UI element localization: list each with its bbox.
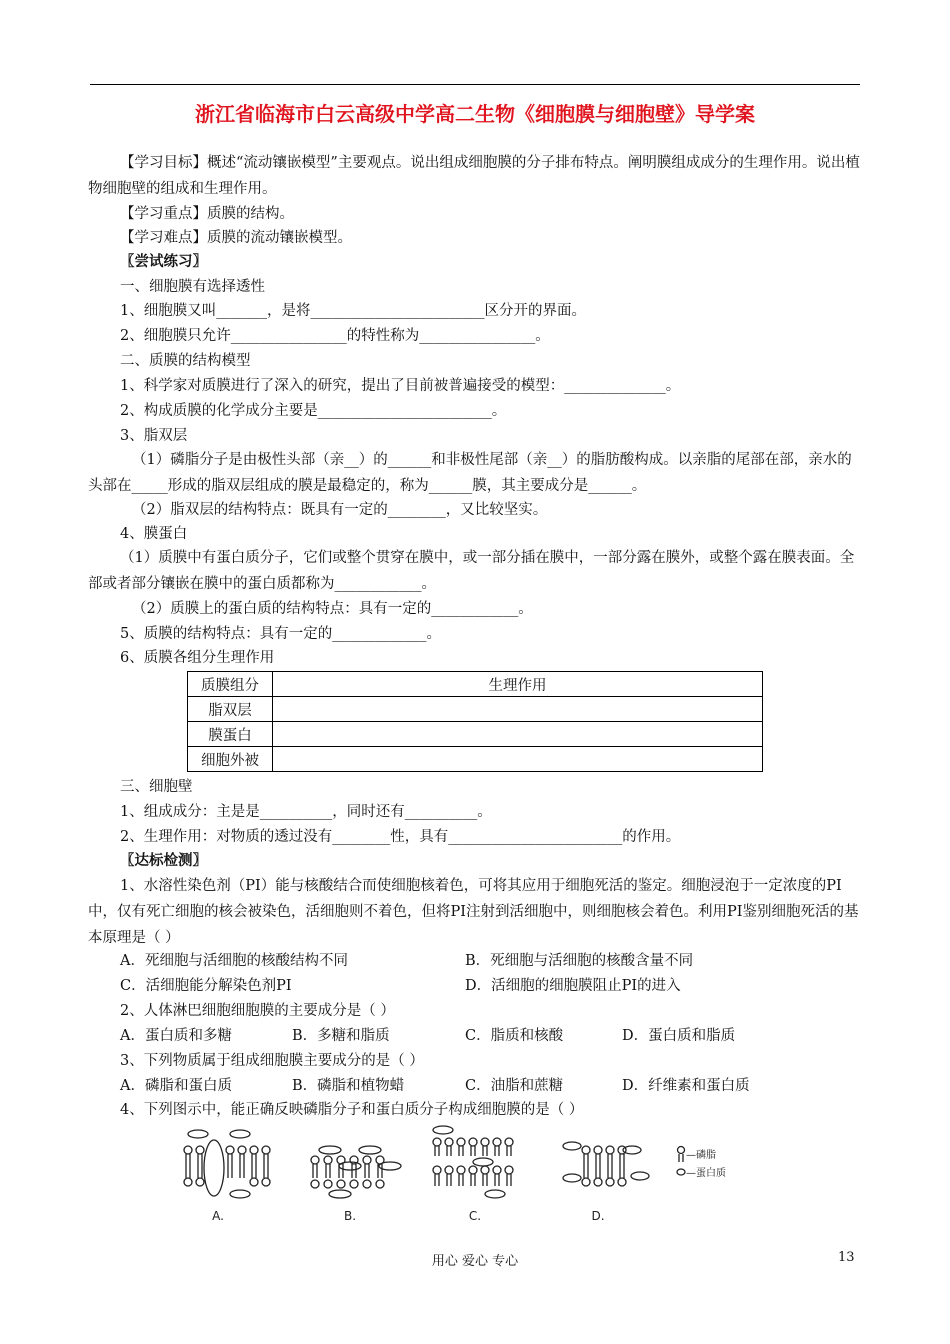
diagram-legend [677, 1147, 685, 1176]
q3-option-a: A．磷脂和蛋白质 [120, 1078, 232, 1094]
q3-option-d: D．纤维素和蛋白质 [622, 1078, 750, 1094]
table-cell-empty[interactable] [273, 722, 763, 747]
q2-option-c: C．脂质和核酸 [465, 1028, 564, 1044]
practice-paragraph: （1）磷脂分子是由极性头部（亲__）的______和非极性尾部（亲__）的脂肪酸构成。以亲脂的尾部在部，亲水的头部在_____形成的脂双层组成的膜是最稳定的，称为______膜，其主要成分是______。 [88, 452, 852, 494]
practice-line: 1、科学家对质膜进行了深入的研究，提出了目前被普遍接受的模型：______________。 [120, 378, 681, 394]
legend-phospholipid: —磷脂 [686, 1150, 716, 1161]
diagram-label-a: A. [212, 1209, 224, 1223]
q2-option-a: A．蛋白质和多糖 [120, 1028, 232, 1044]
table-cell-empty[interactable] [273, 747, 763, 772]
q2-option-b: B．多糖和脂质 [292, 1028, 390, 1044]
key-point: 【学习重点】质膜的结构。 [120, 206, 294, 222]
q1-option-a: A．死细胞与活细胞的核酸结构不同 [120, 953, 348, 969]
cell-wall-line: 2、生理作用：对物质的透过没有________性，具有________________________的作用。 [120, 829, 681, 845]
question-3: 3、下列物质属于组成细胞膜主要成分的是（ ） [120, 1053, 424, 1069]
difficulty: 【学习难点】质膜的流动镶嵌模型。 [120, 230, 352, 246]
diagram-label-c: C. [468, 1209, 482, 1223]
diagram-label-d: D. [591, 1209, 605, 1223]
q2-option-d: D．蛋白质和脂质 [622, 1028, 736, 1044]
practice-paragraph: （1）质膜中有蛋白质分子，它们或整个贯穿在膜中，或一部分插在膜中，一部分露在膜外，或整个露在膜表面。全部或者部分镶嵌在膜中的蛋白质都称为____________。 [88, 550, 855, 592]
table-row [188, 722, 763, 747]
table-cell: 膜蛋白 [188, 722, 273, 747]
learning-goals: 【学习目标】概述“流动镶嵌模型”主要观点。说出组成细胞膜的分子排布特点。阐明膜组成成分的生理作用。说出植物细胞壁的组成和生理作用。 [88, 155, 860, 197]
legend-protein: —蛋白质 [686, 1168, 726, 1179]
question-4: 4、下列图示中，能正确反映磷脂分子和蛋白质分子构成细胞膜的是（ ） [120, 1102, 584, 1118]
practice-line: （2）质膜上的蛋白质的结构特点：具有一定的____________。 [132, 601, 533, 617]
diagram-label-b: B. [343, 1209, 357, 1223]
practice-line: （2）脂双层的结构特点：既具有一定的________，又比较坚实。 [132, 502, 548, 518]
question-1: 1、水溶性染色剂（PI）能与核酸结合而使细胞核着色，可将其应用于细胞死活的鉴定。细胞浸泡于一定浓度的PI中，仅有死亡细胞的核会被染色，活细胞则不着色，但将PI注射到活细胞中，则细胞核会着色。利用PI鉴别细胞死活的基本原理是（ ） [88, 878, 859, 946]
practice-header: 〖尝试练习〗 [120, 253, 207, 270]
table-header-row [188, 672, 763, 697]
practice-line: 3、脂双层 [120, 428, 188, 444]
cell-wall-line: 三、细胞壁 [120, 779, 193, 795]
practice-line: 1、细胞膜又叫_______，是将________________________区分开的界面。 [120, 303, 586, 319]
table-header: 质膜组分 [188, 672, 273, 697]
question-2: 2、人体淋巴细胞细胞膜的主要成分是（ ） [120, 1003, 395, 1019]
q1-option-c: C．活细胞能分解染色剂PI [120, 978, 292, 994]
q3-option-c: C．油脂和蔗糖 [465, 1078, 564, 1094]
practice-line: 2、构成质膜的化学成分主要是________________________。 [120, 403, 507, 419]
footer-motto: 用心 爱心 专心 [431, 1254, 519, 1269]
page-number: 13 [838, 1250, 855, 1265]
table-row [188, 747, 763, 772]
practice-line: 5、质膜的结构特点：具有一定的_____________。 [120, 626, 441, 642]
q1-option-d: D．活细胞的细胞膜阻止PI的进入 [465, 978, 681, 994]
table-cell-empty[interactable] [273, 697, 763, 722]
practice-line: 二、质膜的结构模型 [120, 353, 251, 369]
header-rule [90, 84, 860, 85]
table-header: 生理作用 [273, 672, 763, 697]
diagram-d [563, 1142, 649, 1186]
membrane-diagram [170, 1120, 790, 1230]
cell-wall-line: 1、组成成分：主是是__________，同时还有__________。 [120, 804, 492, 820]
table-cell: 脂双层 [188, 697, 273, 722]
page-title: 浙江省临海市白云高级中学高二生物《细胞膜与细胞壁》导学案 [195, 102, 755, 126]
table-cell: 细胞外被 [188, 747, 273, 772]
practice-line: 4、膜蛋白 [120, 526, 188, 542]
diagram-a [184, 1130, 270, 1198]
practice-line: 一、细胞膜有选择透性 [120, 279, 265, 295]
practice-line: 6、质膜各组分生理作用 [120, 650, 275, 666]
check-header: 〖达标检测〗 [120, 852, 207, 869]
diagram-c [433, 1126, 513, 1198]
table-row [188, 697, 763, 722]
q1-option-b: B．死细胞与活细胞的核酸含量不同 [465, 953, 694, 969]
practice-line: 2、细胞膜只允许________________的特性称为________________。 [120, 328, 550, 344]
diagram-b [311, 1146, 401, 1198]
q3-option-b: B．磷脂和植物蜡 [292, 1078, 405, 1094]
membrane-function-table [187, 671, 763, 772]
